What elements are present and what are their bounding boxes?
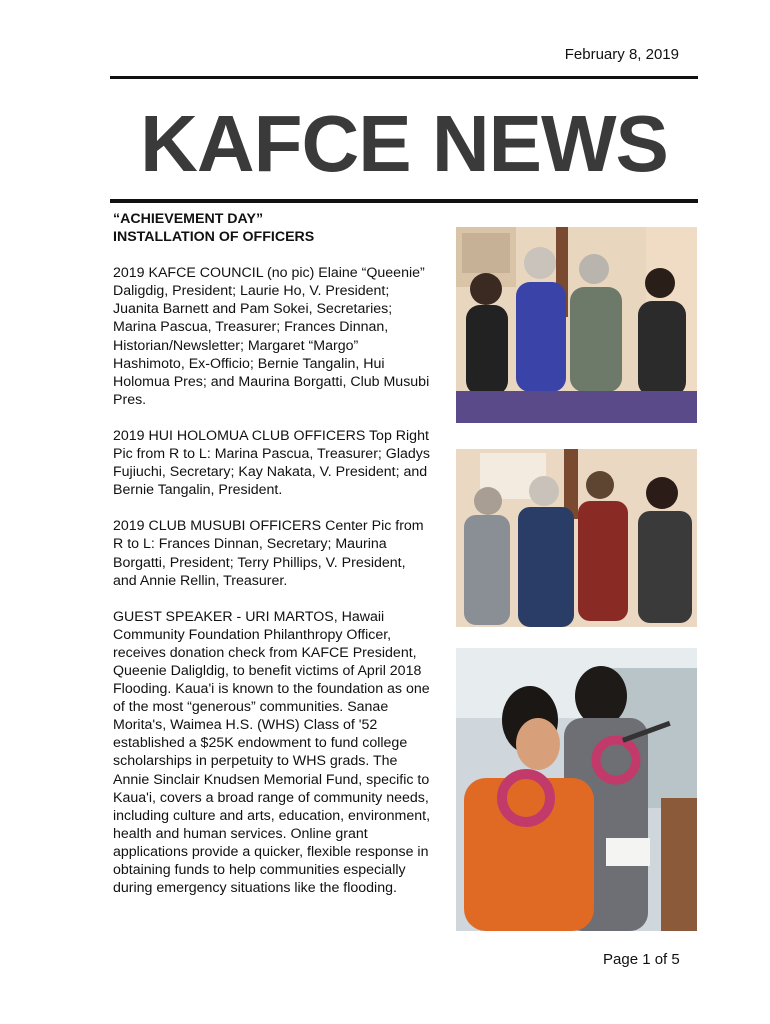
article-heading	[113, 210, 431, 246]
hui-holomua-paragraph: 2019 HUI HOLOMUA CLUB OFFICERS Top Right Pic from R to L: Marina Pascua, Treasurer; Gladys Fujiuchi, Secretary; Kay Nakata, V. President; and Bernie Tangalin, President.	[113, 427, 430, 499]
guest-speaker-paragraph: GUEST SPEAKER - URI MARTOS, Hawaii Community Foundation Philanthropy Officer, receives donation check from KAFCE President, Queenie Daligldig, to benefit victims of April 2018 Flooding. Kaua'i is known to the foundation as one of the most “generous” communities. Sanae Morita's, Waimea H.S. (WHS) Class of '52 established a $25K endowment to fund college scholarships in perpetuity to WHS grads. The Annie Sinclair Knudsen Memorial Fund, specific to Kaua'i, covers a broad range of community needs, including culture and arts, education, environment, health and human services. Online grant applications provide a quicker, flexible response in obtaining funds to help communities especially during emergency situations like the flooding.	[113, 608, 431, 897]
page-number: Page 1 of 5	[603, 951, 680, 968]
top-rule	[110, 76, 698, 79]
heading-line-2: INSTALLATION OF OFFICERS	[113, 229, 315, 246]
photo-club-musubi-officers	[456, 449, 697, 627]
heading-line-1: “ACHIEVEMENT DAY”	[113, 211, 264, 227]
club-musubi-paragraph: 2019 CLUB MUSUBI OFFICERS Center Pic from R to L: Frances Dinnan, Secretary; Maurina Borgatti, President; Terry Phillips, V. President, and Annie Rellin, Treasurer.	[113, 518, 424, 589]
masthead-title: KAFCE NEWS	[140, 99, 668, 188]
issue-date: February 8, 2019	[564, 46, 679, 63]
article-column	[113, 210, 431, 915]
council-paragraph: 2019 KAFCE COUNCIL (no pic) Elaine “Queenie” Daligdig, President; Laurie Ho, V. President; Juanita Barnett and Pam Sokei, Secretaries; Marina Pascua, Treasurer; Frances Dinnan, Historian/Newsletter; Margaret “Margo” Hashimoto, Ex-Officio; Bernie Tangalin, Hui Holomua Pres; and Maurina Borgatti, Club Musubi Pres.	[113, 265, 430, 408]
photo-hui-holomua-officers	[456, 227, 697, 423]
masthead-rule	[110, 199, 698, 203]
photo-guest-speaker	[456, 648, 697, 931]
